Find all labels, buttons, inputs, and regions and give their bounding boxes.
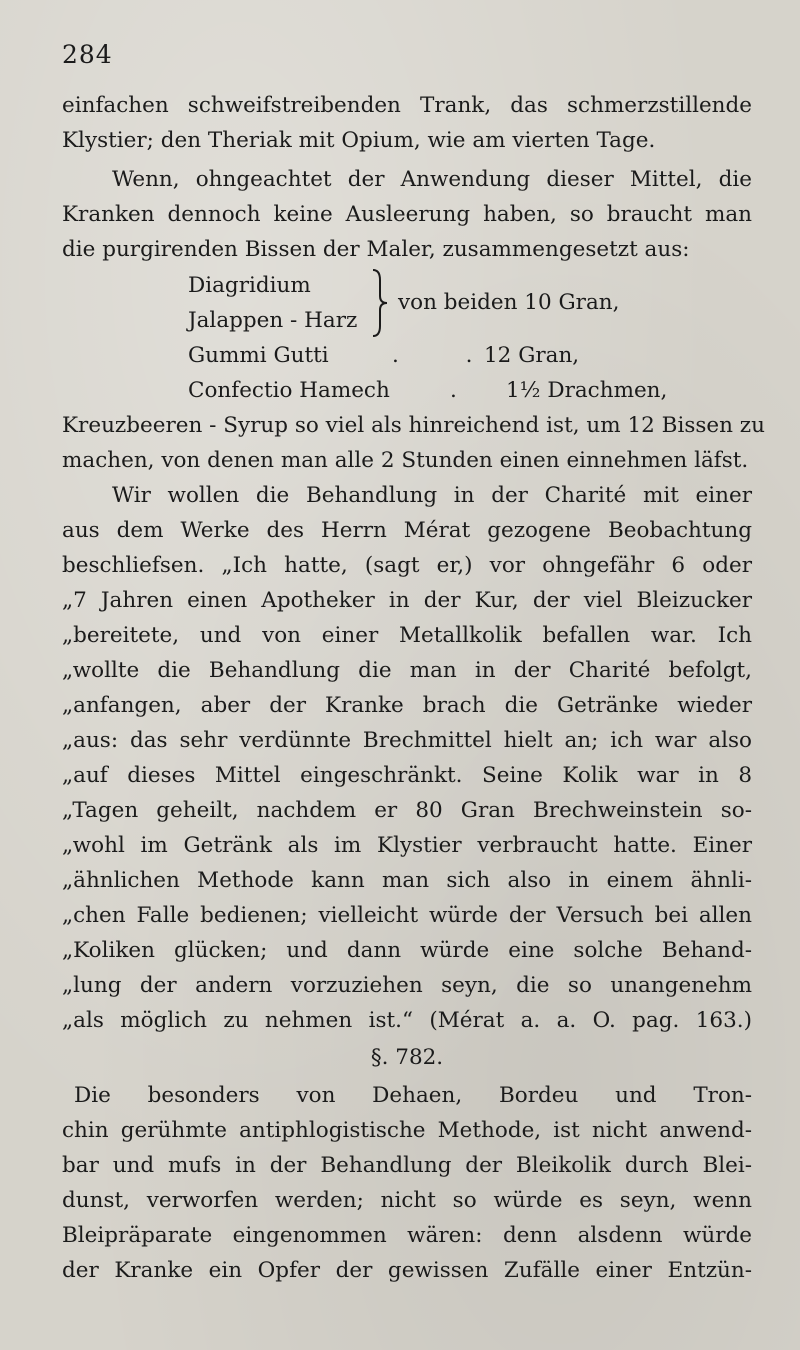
- curly-brace-icon: [370, 268, 390, 338]
- paragraph-antiphlogistic: [62, 1078, 752, 1288]
- text-line: „chen Falle bedienen; vielleicht würde der Versuch bei allen: [62, 903, 752, 928]
- text-line: beschliefsen. „Ich hatte, (sagt er,) vor ohngefähr 6 oder: [62, 553, 752, 578]
- text-line: bar und mufs in der Behandlung der Bleikolik durch Blei-: [62, 1153, 752, 1178]
- text-line: „Koliken glücken; und dann würde eine solche Behand-: [62, 938, 752, 963]
- recipe-dots: . .: [392, 343, 503, 368]
- paragraph-merat-observation: [62, 478, 752, 1038]
- text-line: die purgirenden Bissen der Maler, zusammengesetzt aus:: [62, 237, 690, 262]
- text-line: „ähnlichen Methode kann man sich also in einem ähnli-: [62, 868, 752, 893]
- recipe-dose: 1½ Drachmen,: [506, 378, 668, 403]
- paragraph-continuation: [62, 88, 752, 158]
- text-line: machen, von denen man alle 2 Stunden einen einnehmen läfst.: [62, 448, 749, 473]
- text-line: Klystier; den Theriak mit Opium, wie am vierten Tage.: [62, 128, 656, 153]
- text-line: Die besonders von Dehaen, Bordeu und Tron-: [74, 1083, 752, 1108]
- section-heading: §. 782.: [370, 1045, 444, 1070]
- text-line: der Kranke ein Opfer der gewissen Zufälle einer Entzün-: [62, 1258, 752, 1283]
- text-line: „aus: das sehr verdünnte Brechmittel hielt an; ich war also: [62, 728, 752, 753]
- text-line: „lung der andern vorzuziehen seyn, die so unangenehm: [62, 973, 752, 998]
- text-line: chin gerühmte antiphlogistische Methode, ist nicht anwend-: [62, 1118, 752, 1143]
- page-number: 284: [62, 40, 113, 69]
- text-line: dunst, verworfen werden; nicht so würde es seyn, wenn: [62, 1188, 752, 1213]
- text-line: „wollte die Behandlung die man in der Charité befolgt,: [62, 658, 752, 683]
- text-line: Kranken dennoch keine Ausleerung haben, so braucht man: [62, 202, 752, 227]
- text-line: „anfangen, aber der Kranke brach die Getränke wieder: [62, 693, 752, 718]
- text-line: Wir wollen die Behandlung in der Charité mit einer: [112, 483, 752, 508]
- recipe-ingredient: Confectio Hamech: [188, 378, 390, 403]
- recipe-ingredient: Diagridium: [188, 273, 311, 298]
- text-line: „bereitete, und von einer Metallkolik befallen war. Ich: [62, 623, 752, 648]
- text-line: Wenn, ohngeachtet der Anwendung dieser Mittel, die: [112, 167, 752, 192]
- text-line: aus dem Werke des Herrn Mérat gezogene Beobachtung: [62, 518, 752, 543]
- text-line: „Tagen geheilt, nachdem er 80 Gran Brechweinstein so-: [62, 798, 752, 823]
- paragraph-purgative: [62, 162, 752, 267]
- text-line: „7 Jahren einen Apotheker in der Kur, der viel Bleizucker: [62, 588, 752, 613]
- recipe-dose: von beiden 10 Gran,: [398, 290, 620, 315]
- recipe-ingredient: Jalappen - Harz: [188, 308, 358, 333]
- text-line: Bleipräparate eingenommen wären: denn alsdenn würde: [62, 1223, 752, 1248]
- recipe-dots: .: [450, 378, 487, 403]
- text-line: Kreuzbeeren - Syrup so viel als hinreichend ist, um 12 Bissen zu: [62, 413, 765, 438]
- recipe-block: [62, 268, 752, 408]
- paragraph-syrup: [62, 408, 765, 478]
- text-line: „auf dieses Mittel eingeschränkt. Seine Kolik war in 8: [62, 763, 752, 788]
- recipe-ingredient: Gummi Gutti: [188, 343, 329, 368]
- text-line: „wohl im Getränk als im Klystier verbraucht hatte. Einer: [62, 833, 752, 858]
- recipe-dose: 12 Gran,: [484, 343, 580, 368]
- section-heading-block: [62, 1040, 752, 1075]
- text-line: einfachen schweifstreibenden Trank, das schmerzstillende: [62, 93, 752, 118]
- text-line: „als möglich zu nehmen ist.“ (Mérat a. a. O. pag. 163.): [62, 1008, 752, 1033]
